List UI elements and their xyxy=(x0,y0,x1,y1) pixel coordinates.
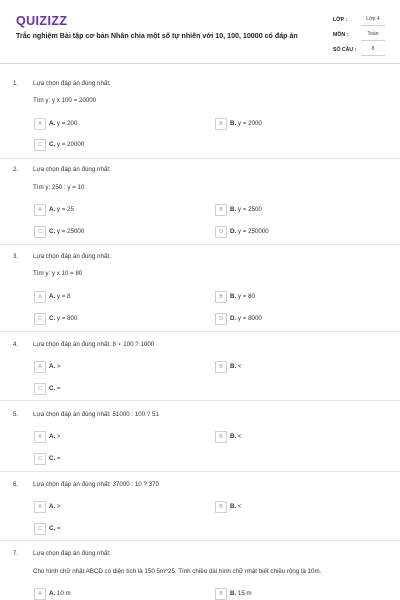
option-label: B. < xyxy=(230,433,242,440)
option-label: B. y = 80 xyxy=(230,293,255,300)
option-label: A. y = 8 xyxy=(49,293,71,300)
question-number: 4. xyxy=(13,341,19,348)
option-checkbox[interactable]: A xyxy=(34,501,46,513)
option-checkbox[interactable]: A xyxy=(34,361,46,373)
option-label: B. y = 2000 xyxy=(230,120,262,127)
meta-subject xyxy=(333,29,385,41)
question-divider xyxy=(0,331,400,332)
question-prompt: Lựa chọn đáp án đúng nhất: xyxy=(33,80,111,87)
option-label: B. 15 m xyxy=(230,590,252,597)
question-prompt: Lựa chọn đáp án đúng nhất: 37000 : 10 ? 370 xyxy=(33,481,159,488)
question-divider xyxy=(0,471,400,472)
option-label: A. y = 25 xyxy=(49,206,74,213)
question-prompt: Lựa chọn đáp án đúng nhất: xyxy=(33,166,111,173)
option-checkbox[interactable]: C xyxy=(34,523,46,535)
question-divider xyxy=(0,400,400,401)
question-number: 2. xyxy=(13,166,19,173)
option-checkbox[interactable]: A xyxy=(34,291,46,303)
question-number: 1. xyxy=(13,80,19,87)
option-checkbox[interactable]: B xyxy=(215,431,227,443)
meta-question-count xyxy=(333,44,385,56)
option-checkbox[interactable]: C xyxy=(34,139,46,151)
option-checkbox[interactable]: C xyxy=(34,453,46,465)
option-label: B. < xyxy=(230,363,242,370)
option-checkbox[interactable]: A xyxy=(34,118,46,130)
meta-subject-value: Toán xyxy=(361,29,385,41)
meta-question-count-label: SỐ CÂU : xyxy=(333,47,357,53)
question-prompt: Lựa chọn đáp án đúng nhất: xyxy=(33,253,111,260)
option-checkbox[interactable]: B xyxy=(215,118,227,130)
meta-subject-label: MÔN : xyxy=(333,32,349,38)
option-label: C. y = 800 xyxy=(49,315,78,322)
meta-question-count-value: 8 xyxy=(361,44,385,56)
question-number: 5. xyxy=(13,411,19,418)
option-label: D. y = 250000 xyxy=(230,228,269,235)
question-prompt: Lựa chọn đáp án đúng nhất: xyxy=(33,550,111,557)
meta-grade xyxy=(333,14,385,26)
option-checkbox[interactable]: B xyxy=(215,291,227,303)
option-checkbox[interactable]: C xyxy=(34,313,46,325)
option-checkbox[interactable]: A xyxy=(34,204,46,216)
option-label: A. > xyxy=(49,503,61,510)
quizizz-logo: QUIZIZZ xyxy=(16,14,68,28)
option-label: C. = xyxy=(49,525,61,532)
question-divider xyxy=(0,244,400,245)
meta-grade-value: Lớp 4 xyxy=(361,14,385,26)
option-label: D. y = 8000 xyxy=(230,315,262,322)
option-checkbox[interactable]: B xyxy=(215,588,227,600)
question-stem: Tìm y: 250 : y = 10 xyxy=(33,184,85,191)
option-checkbox[interactable]: A xyxy=(34,431,46,443)
option-checkbox[interactable]: D xyxy=(215,313,227,325)
option-label: A. > xyxy=(49,433,61,440)
question-stem: Tìm y: y x 100 = 20000 xyxy=(33,97,97,104)
option-checkbox[interactable]: B xyxy=(215,361,227,373)
option-checkbox[interactable]: B xyxy=(215,501,227,513)
question-divider xyxy=(0,158,400,159)
option-checkbox[interactable]: C xyxy=(34,226,46,238)
meta-grade-label: LỚP : xyxy=(333,17,348,23)
option-label: C. y = 20000 xyxy=(49,141,85,148)
question-number: 6. xyxy=(13,481,19,488)
option-label: C. = xyxy=(49,455,61,462)
page-title: Trắc nghiệm Bài tập cơ bản Nhân chia một số tự nhiên với 10, 100, 10000 có đáp án xyxy=(16,32,298,40)
question-stem: Tìm y: y x 10 = 80 xyxy=(33,270,83,277)
option-label: B. < xyxy=(230,503,242,510)
question-prompt: Lựa chọn đáp án đúng nhất: 8 ⋆ 100 ? 1000 xyxy=(33,341,155,348)
option-checkbox[interactable]: A xyxy=(34,588,46,600)
question-divider xyxy=(0,540,400,541)
option-checkbox[interactable]: C xyxy=(34,383,46,395)
question-stem: Cho hình chữ nhật ABCD có diện tích là 150 5m^25. Tính chiều dài hình chữ nhật biết chiều rộng là 10m. xyxy=(33,568,322,575)
header-divider xyxy=(0,63,400,64)
question-number: 3. xyxy=(13,253,19,260)
question-prompt: Lựa chọn đáp án đúng nhất: 51000 : 100 ? 51 xyxy=(33,411,159,418)
option-label: C. = xyxy=(49,385,61,392)
option-label: C. y = 25000 xyxy=(49,228,85,235)
option-checkbox[interactable]: D xyxy=(215,226,227,238)
option-label: A. 10 m xyxy=(49,590,71,597)
option-label: A. > xyxy=(49,363,61,370)
option-checkbox[interactable]: B xyxy=(215,204,227,216)
option-label: A. y = 200 xyxy=(49,120,78,127)
question-number: 7. xyxy=(13,550,19,557)
option-label: B. y = 2500 xyxy=(230,206,262,213)
